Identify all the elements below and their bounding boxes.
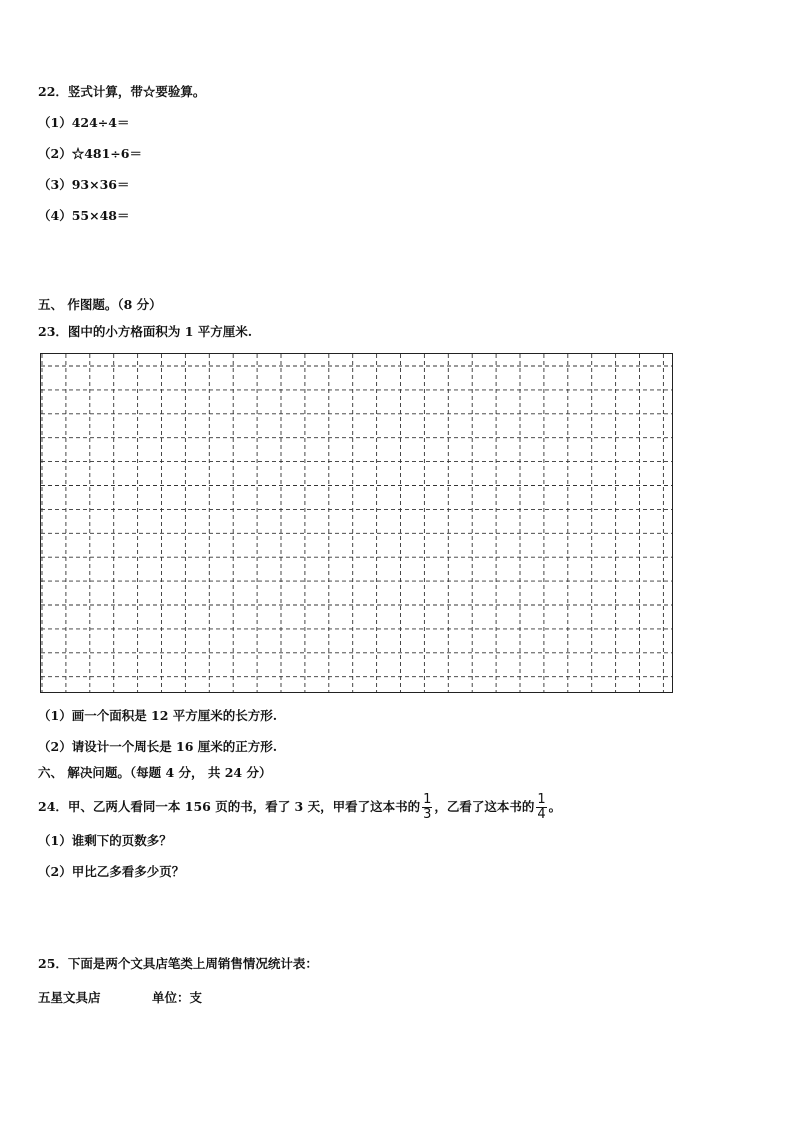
q24-item-1: （1）谁剩下的页数多？	[38, 833, 172, 848]
fraction-numerator: 1	[537, 792, 546, 807]
q24-text-c: 。	[548, 799, 562, 814]
fraction-denominator: 4	[537, 807, 546, 822]
q22-item-1: （1）424÷4＝	[38, 115, 130, 130]
q22-item-4: （4）55×48＝	[38, 208, 130, 223]
fraction-numerator: 1	[423, 792, 432, 807]
fraction-one-third	[422, 793, 432, 822]
q23-title: 23．图中的小方格面积为 1 平方厘米.	[38, 324, 253, 339]
q24-text	[38, 788, 561, 826]
grid-border	[41, 354, 673, 693]
q22-title: 22．竖式计算，带☆要验算。	[38, 84, 206, 99]
q24-text-a: 24．甲、乙两人看同一本 156 页的书，看了 3 天，甲看了这本书的	[38, 799, 421, 814]
fraction-one-quarter	[536, 793, 546, 822]
q22-item-2: （2）☆481÷6＝	[38, 146, 142, 161]
q25-title: 25．下面是两个文具店笔类上周销售情况统计表：	[38, 956, 318, 971]
q24-item-2: （2）甲比乙多看多少页？	[38, 864, 185, 879]
section5-title: 五、 作图题。（8 分）	[38, 297, 162, 312]
table-store-name: 五星文具店	[38, 990, 101, 1005]
fraction-denominator: 3	[423, 807, 432, 822]
table-unit: 单位：支	[152, 990, 203, 1005]
q24-text-b: ，乙看了这本书的	[434, 799, 535, 814]
q22-item-3: （3）93×36＝	[38, 177, 130, 192]
q23-item-2: （2）请设计一个周长是 16 厘米的正方形.	[38, 739, 278, 754]
square-grid	[40, 353, 673, 693]
section6-title: 六、 解决问题。（每题 4 分， 共 24 分）	[38, 765, 272, 780]
q23-item-1: （1）画一个面积是 12 平方厘米的长方形.	[38, 708, 278, 723]
